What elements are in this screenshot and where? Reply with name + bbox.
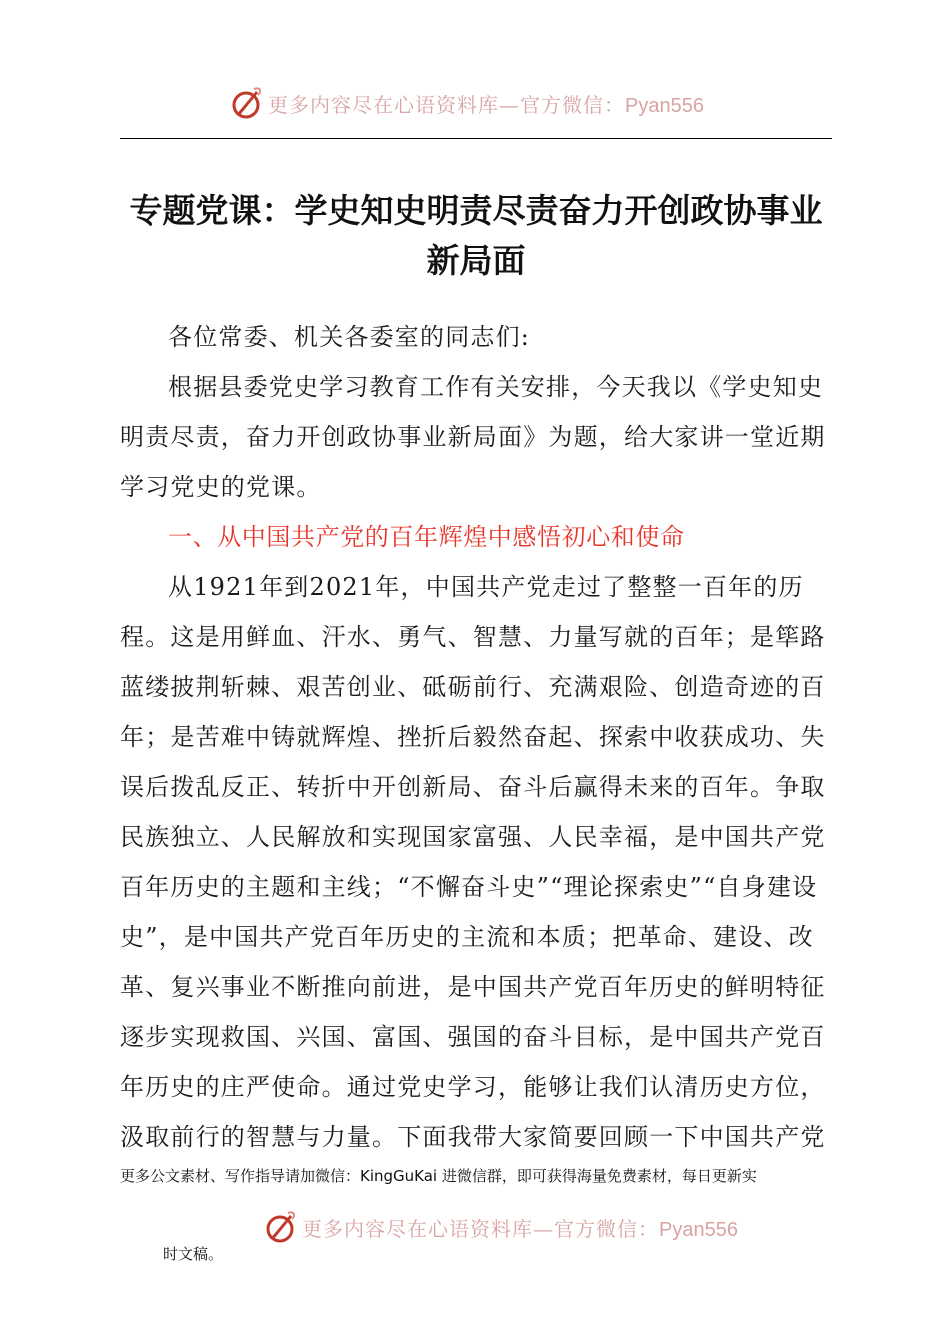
header-wechat-id: Pyan556 [625, 94, 704, 117]
document-title: 专题党课：学史知史明责尽责奋力开创政协事业新局面 [129, 191, 823, 280]
header-banner [228, 82, 704, 124]
footer-note: 更多公文素材、写作指导请加微信：KingGuKai 进微信群，即可获得海量免费素材，每日更新实 [120, 1167, 757, 1185]
header-divider [120, 138, 832, 139]
footer-banner [262, 1206, 738, 1248]
header-banner-text: 更多内容尽在心语资料库—官方微信：Pyan556 [268, 92, 704, 117]
salutation: 各位常委、机关各委室的同志们: [168, 323, 531, 351]
footer-banner-text: 更多内容尽在心语资料库—官方微信：Pyan556 [302, 1216, 738, 1241]
quill-pen-logo-icon [262, 1209, 298, 1245]
section-1-heading: 一、从中国共产党的百年辉煌中感悟初心和使命 [168, 523, 685, 551]
quill-pen-logo-icon [228, 85, 264, 121]
footer-wechat-id: Pyan556 [659, 1218, 738, 1241]
section-1-body: 从1921年到2021年，中国共产党走过了整整一百年的历程。这是用鲜血、汗水、勇气、智慧、力量写就的百年；是筚路蓝缕披荆斩棘、艰苦创业、砥砺前行、充满艰险、创造奇迹的百年；是苦难中铸就辉煌、挫折后毅然奋起、探索中收获成功、失误后拨乱反正、转折中开创新局、奋斗后赢得未来的百年。争取民族独立、人民解放和实现国家富强、人民幸福，是中国共产党百年历史的主题和主线；“不懈奋斗史”“理论探索史”“自身建设史”，是中国共产党百年历史的主流和本质；把革命、建设、改革、复兴事业不断推向前进，是中国共产党百年历史的鲜明特征逐步实现救国、兴国、富国、强国的奋斗目标，是中国共产党百年历史的庄严使命。通过党史学习，能够让我们认清历史方位，汲取前行的智慧与力量。下面我带大家简要回顾一下中国共产党 [120, 573, 826, 1151]
footer-note-continuation: 时文稿。 [163, 1245, 224, 1263]
intro-paragraph: 根据县委党史学习教育工作有关安排，今天我以《学史知史明责尽责，奋力开创政协事业新局面》为题，给大家讲一堂近期学习党史的党课。 [120, 373, 826, 501]
